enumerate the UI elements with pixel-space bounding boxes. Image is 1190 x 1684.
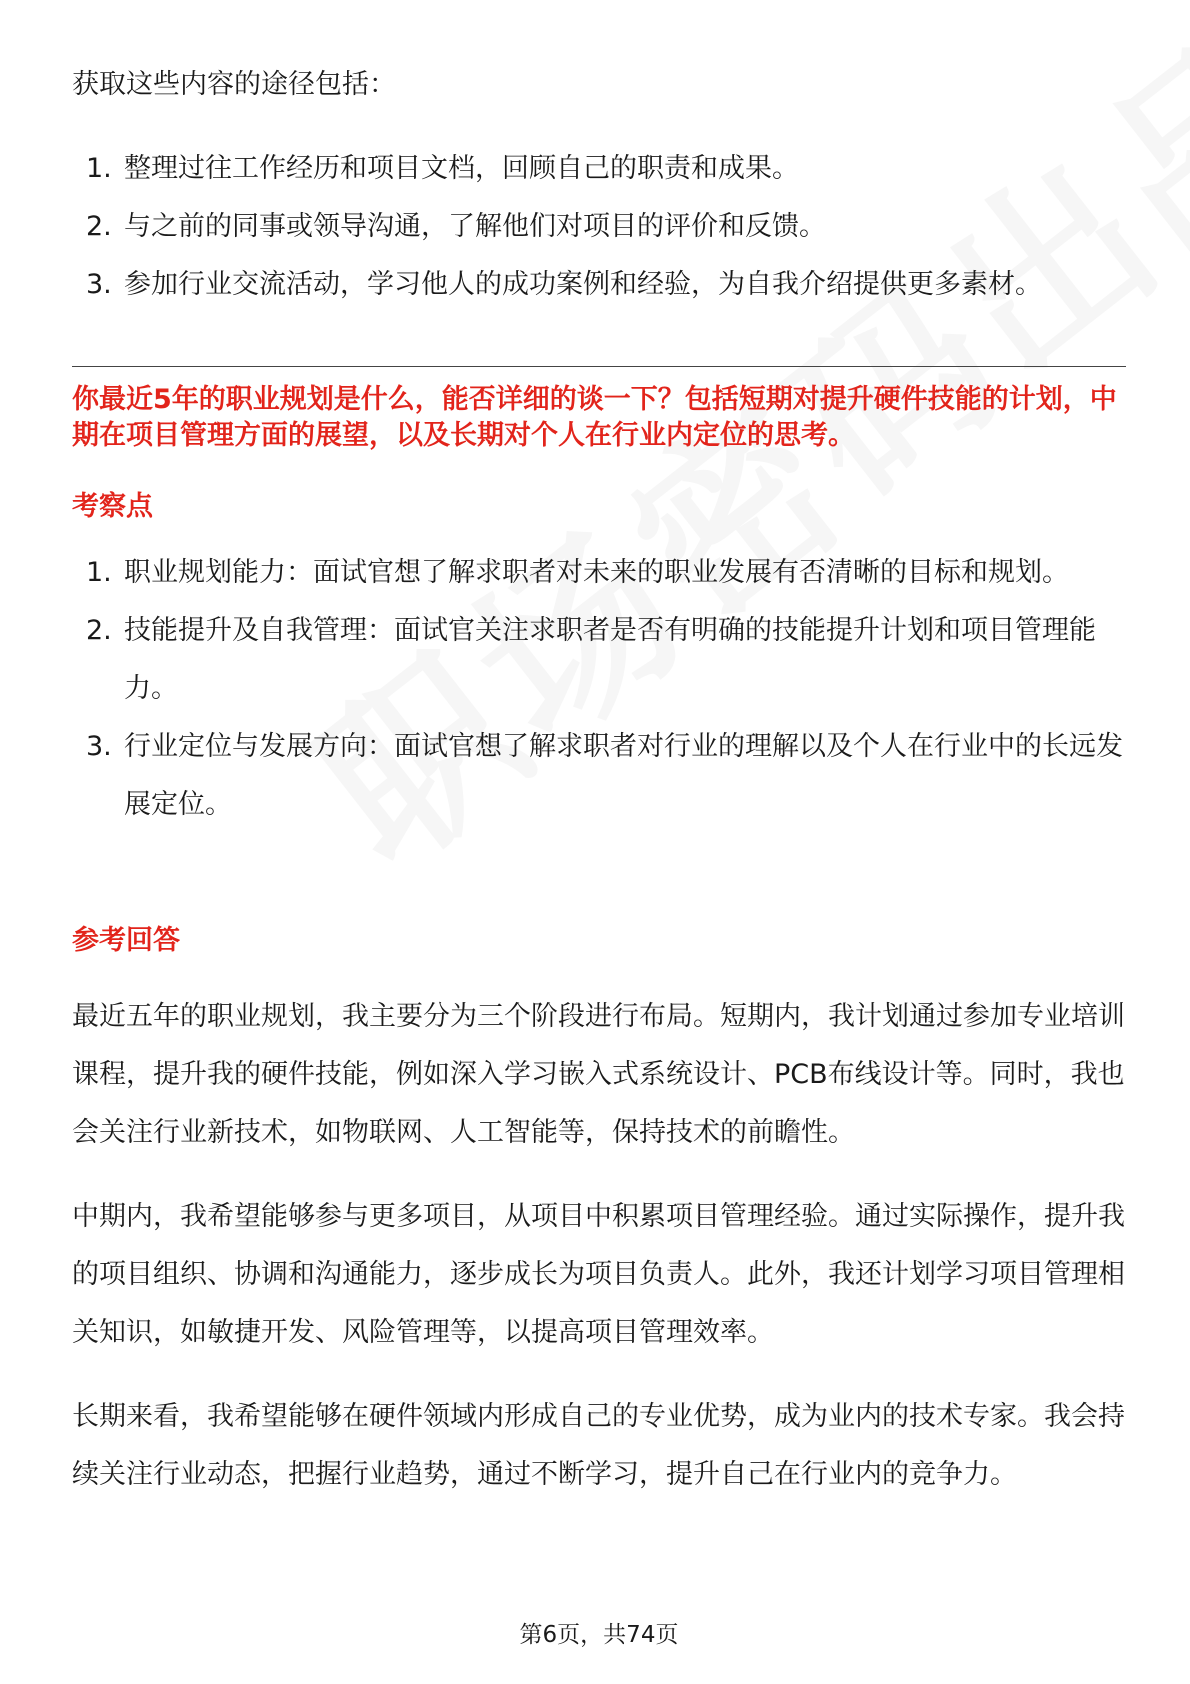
list-item-text: 参加行业交流活动，学习他人的成功案例和经验，为自我介绍提供更多素材。 [124,269,1042,300]
list-number: 2. [86,615,112,646]
intro-text: 获取这些内容的途径包括： [72,69,396,100]
section-title-reference-answer: 参考回答 [72,925,180,956]
list-item-text: 与之前的同事或领导沟通，了解他们对项目的评价和反馈。 [124,211,826,242]
section-title-assessment-points: 考察点 [72,491,153,522]
list-item-text: 整理过往工作经历和项目文档，回顾自己的职责和成果。 [124,153,799,184]
document-page [72,0,1126,1684]
answer-paragraph-long-term: 长期来看，我希望能够在硬件领域内形成自己的专业优势，成为业内的技术专家。我会持续关注行业动态，把握行业趋势，通过不断学习，提升自己在行业内的竞争力。 [72,1401,1125,1490]
answer-paragraph-mid-term: 中期内，我希望能够参与更多项目，从项目中积累项目管理经验。通过实际操作，提升我的项目组织、协调和沟通能力，逐步成长为项目负责人。此外，我还计划学习项目管理相关知识，如敏捷开发、风险管理等，以提高项目管理效率。 [72,1201,1125,1348]
list-item [72,140,1126,198]
page-number-footer: 第6页，共74页 [519,1622,679,1648]
interview-question: 你最近5年的职业规划是什么，能否详细的谈一下？包括短期对提升硬件技能的计划，中期在项目管理方面的展望，以及长期对个人在行业内定位的思考。 [72,384,1117,451]
assessment-points-list [72,544,1126,834]
list-item [72,198,1126,256]
list-number: 2. [86,211,112,242]
answer-paragraph-short-term: 最近五年的职业规划，我主要分为三个阶段进行布局。短期内，我计划通过参加专业培训课程，提升我的硬件技能，例如深入学习嵌入式系统设计、PCB布线设计等。同时，我也会关注行业新技术，如物联网、人工智能等，保持技术的前瞻性。 [72,1001,1125,1148]
list-item-text: 职业规划能力：面试官想了解求职者对未来的职业发展有否清晰的目标和规划。 [124,557,1069,588]
list-number: 3. [86,731,112,762]
list-item [72,256,1126,314]
list-item-text: 行业定位与发展方向：面试官想了解求职者对行业的理解以及个人在行业中的长远发展定位。 [124,731,1123,820]
sources-list [72,140,1126,314]
list-item [72,602,1126,718]
list-item [72,544,1126,602]
list-number: 3. [86,269,112,300]
section-divider [72,366,1126,367]
list-number: 1. [86,557,112,588]
list-number: 1. [86,153,112,184]
list-item [72,718,1126,834]
list-item-text: 技能提升及自我管理：面试官关注求职者是否有明确的技能提升计划和项目管理能力。 [124,615,1096,704]
